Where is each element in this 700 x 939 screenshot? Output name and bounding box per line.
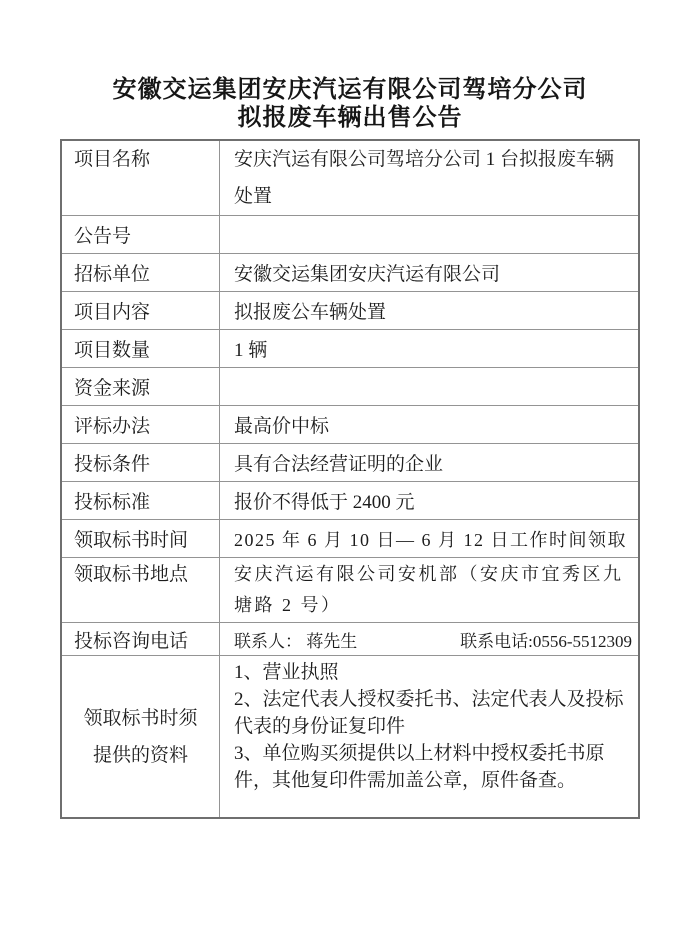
row-label: 投标标准 bbox=[62, 482, 220, 519]
table-row-announcement-no bbox=[62, 215, 638, 253]
material-item: 3、单位购买须提供以上材料中授权委托书原件，其他复印件需加盖公章，原件备查。 bbox=[234, 743, 605, 791]
table-row-inquiry-phone bbox=[62, 622, 638, 655]
page-title bbox=[60, 76, 640, 132]
material-item: 2、法定代表人授权委托书、法定代表人及投标代表的身份证复印件 bbox=[234, 689, 624, 737]
row-value bbox=[220, 623, 638, 655]
row-value: 报价不得低于 2400 元 bbox=[234, 492, 415, 513]
row-label: 资金来源 bbox=[62, 368, 220, 405]
row-label: 领取标书地点 bbox=[62, 558, 220, 622]
announcement-table bbox=[60, 139, 640, 819]
contact-phone: 联系电话:0556-5512309 bbox=[460, 631, 632, 651]
table-row-project-name bbox=[62, 141, 638, 215]
row-value bbox=[220, 656, 638, 817]
row-label bbox=[62, 656, 220, 817]
document-page bbox=[60, 76, 640, 819]
row-label: 公告号 bbox=[62, 216, 220, 253]
table-row-funding-source bbox=[62, 367, 638, 405]
table-row-document-pickup-location bbox=[62, 557, 638, 622]
material-item: 1、营业执照 bbox=[234, 662, 339, 683]
table-row-tendering-unit bbox=[62, 253, 638, 291]
row-value: 安庆汽运有限公司安机部（安庆市宜秀区九塘路 2 号） bbox=[234, 564, 624, 615]
row-label: 项目名称 bbox=[62, 141, 220, 215]
row-value: 2025 年 6 月 10 日— 6 月 12 日工作时间领取 bbox=[234, 529, 627, 550]
row-label-line-2: 提供的资料 bbox=[92, 744, 188, 766]
row-label: 招标单位 bbox=[62, 254, 220, 291]
table-row-project-content bbox=[62, 291, 638, 329]
row-label: 项目数量 bbox=[62, 330, 220, 367]
contact-person: 联系人： 蒋先生 bbox=[234, 631, 358, 651]
row-label: 投标条件 bbox=[62, 444, 220, 481]
table-row-project-quantity bbox=[62, 329, 638, 367]
table-row-bid-standard bbox=[62, 481, 638, 519]
row-label: 评标办法 bbox=[62, 406, 220, 443]
title-line-1: 安徽交运集团安庆汽运有限公司驾培分公司 bbox=[112, 77, 588, 103]
row-value bbox=[220, 216, 638, 253]
row-value: 最高价中标 bbox=[234, 416, 330, 437]
table-row-required-materials bbox=[62, 655, 638, 817]
table-row-evaluation-method bbox=[62, 405, 638, 443]
row-value: 1 辆 bbox=[234, 340, 268, 361]
row-label: 领取标书时间 bbox=[62, 520, 220, 557]
row-value: 安庆汽运有限公司驾培分公司 1 台拟报废车辆处置 bbox=[234, 149, 615, 207]
row-label: 项目内容 bbox=[62, 292, 220, 329]
row-value: 具有合法经营证明的企业 bbox=[234, 454, 444, 475]
row-value bbox=[220, 368, 638, 405]
title-line-2: 拟报废车辆出售公告 bbox=[237, 105, 463, 131]
row-value: 安徽交运集团安庆汽运有限公司 bbox=[234, 264, 501, 285]
row-label-line-1: 领取标书时须 bbox=[83, 707, 198, 729]
row-value: 拟报废公车辆处置 bbox=[234, 302, 387, 323]
row-label: 投标咨询电话 bbox=[62, 623, 220, 655]
table-row-bid-conditions bbox=[62, 443, 638, 481]
table-row-document-pickup-time bbox=[62, 519, 638, 557]
